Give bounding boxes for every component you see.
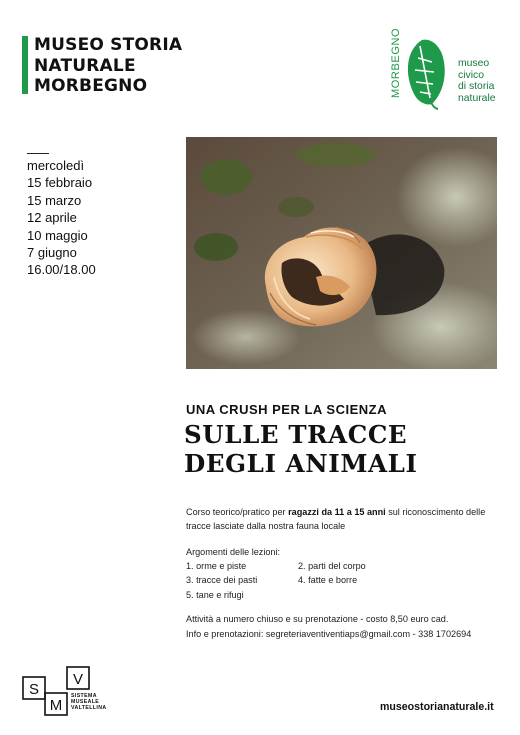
event-description — [186, 505, 504, 533]
lesson-topic: 4. fatte e borre — [298, 575, 358, 586]
smv-label-line: SISTEMA — [71, 693, 97, 699]
logo-line: di storia — [458, 81, 495, 93]
schedule-line: 10 maggio — [27, 227, 88, 243]
logo-text — [458, 58, 496, 104]
list-item — [186, 559, 496, 573]
description-text: Corso teorico/pratico per — [186, 507, 289, 517]
title-line: MUSEO STORIA — [34, 35, 183, 55]
lesson-topic: 1. orme e piste — [186, 561, 247, 571]
event-kicker: UNA CRUSH PER LA SCIENZA — [186, 402, 387, 417]
lessons-list — [186, 559, 496, 602]
headline-line: DEGLI ANIMALI — [184, 449, 418, 478]
event-headline — [184, 420, 418, 478]
list-item — [186, 573, 496, 587]
enrollment-info: Attività a numero chiuso e su prenotazione - costo 8,50 euro cad. — [186, 614, 449, 624]
schedule-line: 15 febbraio — [27, 175, 93, 191]
lesson-topic: 3. tracce dei pasti — [186, 575, 258, 586]
list-item — [186, 588, 496, 602]
smv-letter: M — [49, 697, 63, 714]
logo-line: naturale — [458, 92, 496, 104]
schedule-line: 15 marzo — [27, 192, 82, 208]
schedule-dates — [27, 157, 96, 279]
logo-vertical-text: MORBEGNO — [390, 27, 402, 98]
smv-label-line: MUSEALE — [71, 699, 100, 705]
smv-label-line: VALTELLINA — [71, 705, 107, 711]
smv-letter: V — [72, 671, 84, 688]
lessons-title: Argomenti delle lezioni: — [186, 547, 281, 557]
website-link[interactable]: museostorianaturale.it — [380, 701, 494, 713]
target-audience: ragazzi da 11 a 15 anni — [288, 507, 386, 517]
dates-divider — [27, 153, 49, 154]
description-text: sul riconoscimento delle tracce lasciate dalla nostra fauna locale — [186, 507, 486, 531]
schedule-line: mercoledì — [27, 158, 85, 173]
smv-label — [71, 693, 107, 711]
schedule-time: 16.00/18.00 — [27, 262, 96, 278]
title-line: NATURALE — [34, 55, 136, 76]
logo-line: civico — [458, 69, 484, 81]
snail-shell-photo — [186, 137, 497, 369]
logo-line: museo — [458, 58, 490, 69]
headline-line: SULLE TRACCE — [184, 420, 408, 449]
title-accent-bar — [22, 36, 28, 94]
museum-title — [34, 35, 182, 97]
smv-letter: S — [28, 681, 40, 698]
title-line: MORBEGNO — [34, 76, 148, 96]
lesson-topic: 5. tane e rifugi — [186, 589, 244, 600]
lesson-topic: 2. parti del corpo — [298, 561, 366, 571]
schedule-line: 7 giugno — [27, 245, 77, 261]
schedule-line: 12 aprile — [27, 210, 77, 226]
contact-info: Info e prenotazioni: segreteriaventiventiaps@gmail.com - 338 1702694 — [186, 629, 472, 639]
